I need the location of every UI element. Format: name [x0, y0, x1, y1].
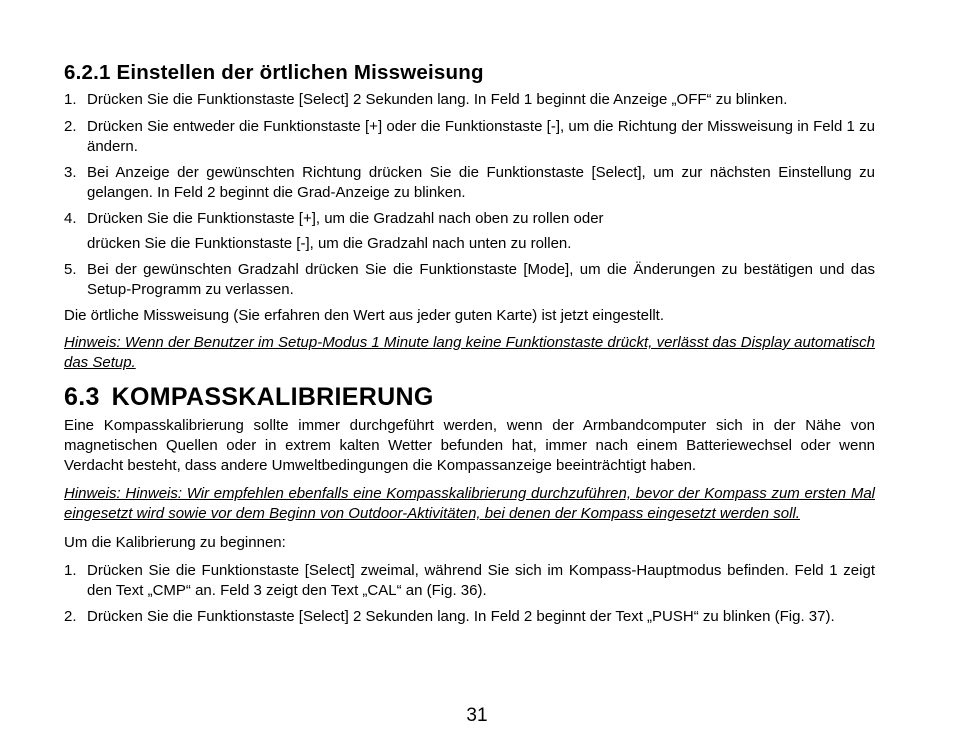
section-title: KOMPASSKALIBRIERUNG — [111, 383, 434, 411]
setup-steps-list — [64, 90, 875, 300]
section-number: 6.3 — [64, 383, 100, 411]
step-text: Drücken Sie die Funktionstaste [Select] 2 Sekunden lang. In Feld 1 beginnt die Anzeige „OFF“ zu blinken. — [87, 91, 788, 108]
step-number: 4. — [64, 210, 77, 227]
step-text: Bei der gewünschten Gradzahl drücken Sie die Funktionstaste [Mode], um die Änderungen zu bestätigen und das Setup-Programm zu verlassen. — [87, 261, 875, 298]
calibration-steps-list — [64, 561, 875, 627]
step-text: Drücken Sie die Funktionstaste [Select] zweimal, während Sie sich im Kompass-Hauptmodus befinden. Feld 1 zeigt den Text „CMP“ an. Feld 3 zeigt den Text „CAL“ an (Fig. 36). — [87, 562, 875, 599]
list-item — [64, 561, 875, 601]
page-content — [64, 60, 875, 627]
list-item — [64, 607, 875, 627]
confirmation-text: Die örtliche Missweisung (Sie erfahren den Wert aus jeder guten Karte) ist jetzt eingestellt. — [64, 307, 665, 324]
calibration-lead: Um die Kalibrierung zu beginnen: — [64, 534, 286, 551]
setup-timeout-note: Hinweis: Wenn der Benutzer im Setup-Modus 1 Minute lang keine Funktionstaste drückt, verlässt das Display automatisch das Setup. — [64, 334, 875, 371]
step-text: Drücken Sie die Funktionstaste [+], um die Gradzahl nach oben zu rollen oder — [87, 210, 604, 227]
page-number: 31 — [466, 705, 488, 726]
step-number: 3. — [64, 164, 77, 181]
step-text: Drücken Sie die Funktionstaste [Select] 2 Sekunden lang. In Feld 2 beginnt der Text „PUSH“ zu blinken (Fig. 37). — [87, 608, 835, 625]
list-item — [64, 90, 875, 110]
section-heading-6-3 — [64, 380, 875, 414]
step-number: 2. — [64, 608, 77, 625]
section-heading-6-2-1: 6.2.1 Einstellen der örtlichen Missweisung — [64, 61, 484, 84]
step-text: Drücken Sie entweder die Funktionstaste [+] oder die Funktionstaste [-], um die Richtung der Missweisung in Feld 1 zu ändern. — [87, 118, 875, 155]
step-number: 2. — [64, 118, 77, 135]
step-number: 5. — [64, 261, 77, 278]
step-continuation: drücken Sie die Funktionstaste [-], um die Gradzahl nach unten zu rollen. — [87, 235, 572, 252]
list-item — [64, 209, 875, 254]
calibration-note: Hinweis: Hinweis: Wir empfehlen ebenfalls eine Kompasskalibrierung durchzuführen, bevor der Kompass zum ersten Mal eingesetzt wird sowie vor dem Beginn von Outdoor-Aktivitäten, bei denen der Kompass eingesetzt werden soll. — [64, 485, 875, 522]
list-item — [64, 117, 875, 157]
list-item — [64, 260, 875, 300]
list-item — [64, 163, 875, 203]
step-number: 1. — [64, 91, 77, 108]
step-text: Bei Anzeige der gewünschten Richtung drücken Sie die Funktionstaste [Select], um zur nächsten Einstellung zu gelangen. In Feld 2 beginnt die Grad-Anzeige zu blinken. — [87, 164, 875, 201]
calibration-intro: Eine Kompasskalibrierung sollte immer durchgeführt werden, wenn der Armbandcomputer sich in der Nähe von magnetischen Quellen oder in extrem kalten Wetter befunden hat, immer nach einem Batteriewechsel oder wenn Verdacht besteht, dass andere Umweltbedingungen die Kompassanzeige beeinträchtigt haben. — [64, 417, 875, 474]
step-number: 1. — [64, 562, 77, 579]
